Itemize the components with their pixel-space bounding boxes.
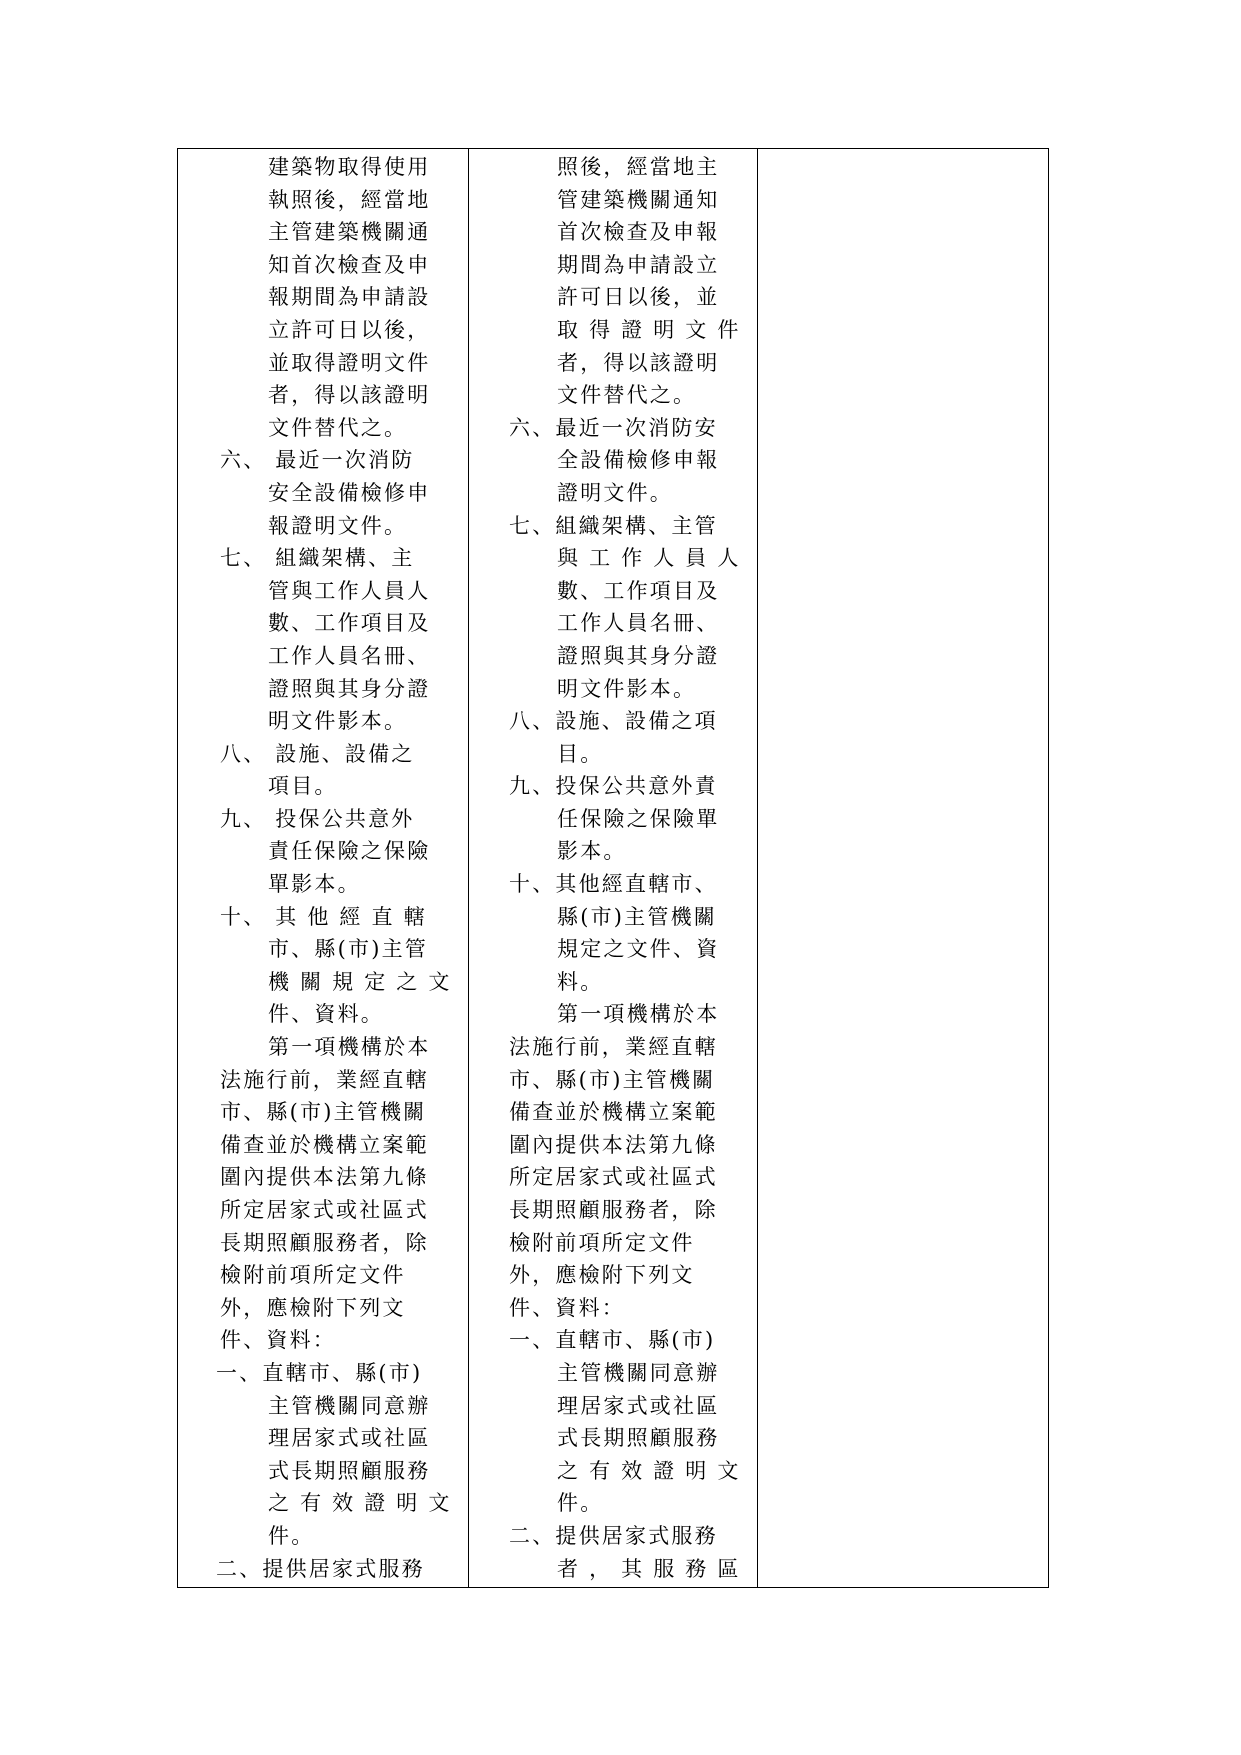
text-line: 圍內提供本法第九條 (509, 1132, 718, 1157)
text-line: 七、組織架構、主管 (509, 513, 718, 538)
text-line: 一、直轄市、縣(市) (509, 1328, 716, 1353)
text-line: 八、 設施、設備之 (220, 741, 415, 766)
text-line: 影本。 (557, 839, 627, 864)
text-line: 六、 最近一次消防 (220, 448, 415, 473)
text-line: 備查並於機構立案範 (509, 1100, 718, 1125)
text-line: 數、工作項目及 (268, 611, 431, 636)
text-line: 檢附前項所定文件 (509, 1230, 695, 1255)
text-line: 市、縣(市)主管機關 (220, 1100, 427, 1125)
text-line: 工作人員名冊、 (557, 611, 720, 636)
text-line: 工作人員名冊、 (268, 643, 431, 668)
text-line: 機 關 規 定 之 文 (268, 969, 452, 994)
text-line: 外，應檢附下列文 (509, 1263, 695, 1288)
text-line: 任保險之保險單 (557, 806, 720, 831)
text-line: 長期照顧服務者，除 (220, 1230, 429, 1255)
text-line: 九、投保公共意外責 (509, 774, 718, 799)
text-line: 式長期照顧服務 (557, 1426, 720, 1451)
text-line: 之 有 效 證 明 文 (268, 1491, 452, 1516)
text-line: 執照後，經當地 (268, 187, 431, 212)
text-line: 縣(市)主管機關 (557, 904, 717, 929)
text-line: 第一項機構於本 (268, 1035, 431, 1060)
text-line: 件、資料： (509, 1295, 625, 1320)
text-line: 明文件影本。 (268, 709, 408, 734)
amended-text-lines (178, 149, 468, 1585)
text-line: 報期間為申請設 (268, 285, 431, 310)
text-line: 所定居家式或社區式 (509, 1165, 718, 1190)
text-line: 外，應檢附下列文 (220, 1295, 406, 1320)
text-line: 文件替代之。 (557, 383, 697, 408)
text-line: 主管機關同意辦 (268, 1393, 431, 1418)
text-line: 長期照顧服務者，除 (509, 1198, 718, 1222)
text-line: 料。 (557, 969, 604, 994)
text-line: 明文件影本。 (557, 676, 697, 701)
text-line: 一、直轄市、縣(市) (216, 1360, 423, 1385)
table-row (178, 149, 1049, 1588)
text-line: 責任保險之保險 (268, 839, 431, 864)
text-line: 法施行前，業經直轄 (509, 1035, 718, 1060)
text-line: 取 得 證 明 文 件 (557, 317, 741, 342)
text-line: 報證明文件。 (268, 513, 408, 538)
text-line: 七、 組織架構、主 (220, 546, 415, 571)
text-line: 式長期照顧服務 (268, 1458, 431, 1483)
text-line: 單影本。 (268, 872, 361, 897)
text-line: 八、設施、設備之項 (509, 709, 718, 734)
text-line: 理居家式或社區 (268, 1426, 431, 1451)
text-line: 者 ， 其 服 務 區 (557, 1556, 741, 1581)
text-line: 許可日以後，並 (557, 285, 720, 310)
text-line: 備查並於機構立案範 (220, 1132, 429, 1157)
text-line: 規定之文件、資 (557, 937, 720, 962)
text-line: 目。 (557, 741, 604, 766)
text-line: 所定居家式或社區式 (220, 1198, 429, 1222)
text-line: 證照與其身分證 (268, 676, 431, 701)
text-line: 市、縣(市)主管 (268, 937, 428, 962)
text-line: 二、提供居家式服務 (216, 1556, 425, 1581)
explanation-column (758, 149, 1049, 1588)
comparison-table (177, 148, 1049, 1588)
text-line: 數、工作項目及 (557, 578, 720, 603)
text-line: 者，得以該證明 (268, 383, 431, 408)
text-line: 者，得以該證明 (557, 350, 720, 375)
text-line: 文件替代之。 (268, 415, 408, 440)
text-line: 件、資料。 (268, 1002, 384, 1027)
text-line: 檢附前項所定文件 (220, 1263, 406, 1288)
text-line: 知首次檢查及申 (268, 252, 431, 277)
text-line: 首次檢查及申報 (557, 220, 720, 245)
text-line: 管與工作人員人 (268, 578, 431, 603)
text-line: 十、 其 他 經 直 轄 (220, 904, 427, 929)
text-line: 項目。 (268, 774, 338, 799)
text-line: 安全設備檢修申 (268, 480, 431, 505)
text-line: 圍內提供本法第九條 (220, 1165, 429, 1190)
amended-text-column (178, 149, 469, 1588)
text-line: 並取得證明文件 (268, 350, 431, 375)
text-line: 九、 投保公共意外 (220, 806, 415, 831)
text-line: 市、縣(市)主管機關 (509, 1067, 716, 1092)
text-line: 件。 (268, 1523, 315, 1548)
current-text-column (469, 149, 758, 1588)
text-line: 照後，經當地主 (557, 155, 720, 179)
current-text-lines (469, 149, 757, 1585)
text-line: 主管機關同意辦 (557, 1360, 720, 1385)
text-line: 主管建築機關通 (268, 220, 431, 245)
text-line: 件、資料： (220, 1328, 336, 1353)
text-line: 證明文件。 (557, 480, 673, 505)
text-line: 二、提供居家式服務 (509, 1523, 718, 1548)
text-line: 全設備檢修申報 (557, 448, 720, 473)
text-line: 十、其他經直轄市、 (509, 872, 718, 897)
text-line: 與 工 作 人 員 人 (557, 546, 741, 571)
text-line: 第一項機構於本 (557, 1002, 720, 1027)
text-line: 建築物取得使用 (268, 155, 431, 179)
text-line: 立許可日以後， (268, 317, 431, 342)
text-line: 六、最近一次消防安 (509, 415, 718, 440)
text-line: 法施行前，業經直轄 (220, 1067, 429, 1092)
text-line: 證照與其身分證 (557, 643, 720, 668)
text-line: 管建築機關通知 (557, 187, 720, 212)
text-line: 件。 (557, 1491, 604, 1516)
text-line: 之 有 效 證 明 文 (557, 1458, 741, 1483)
text-line: 理居家式或社區 (557, 1393, 720, 1418)
text-line: 期間為申請設立 (557, 252, 720, 277)
